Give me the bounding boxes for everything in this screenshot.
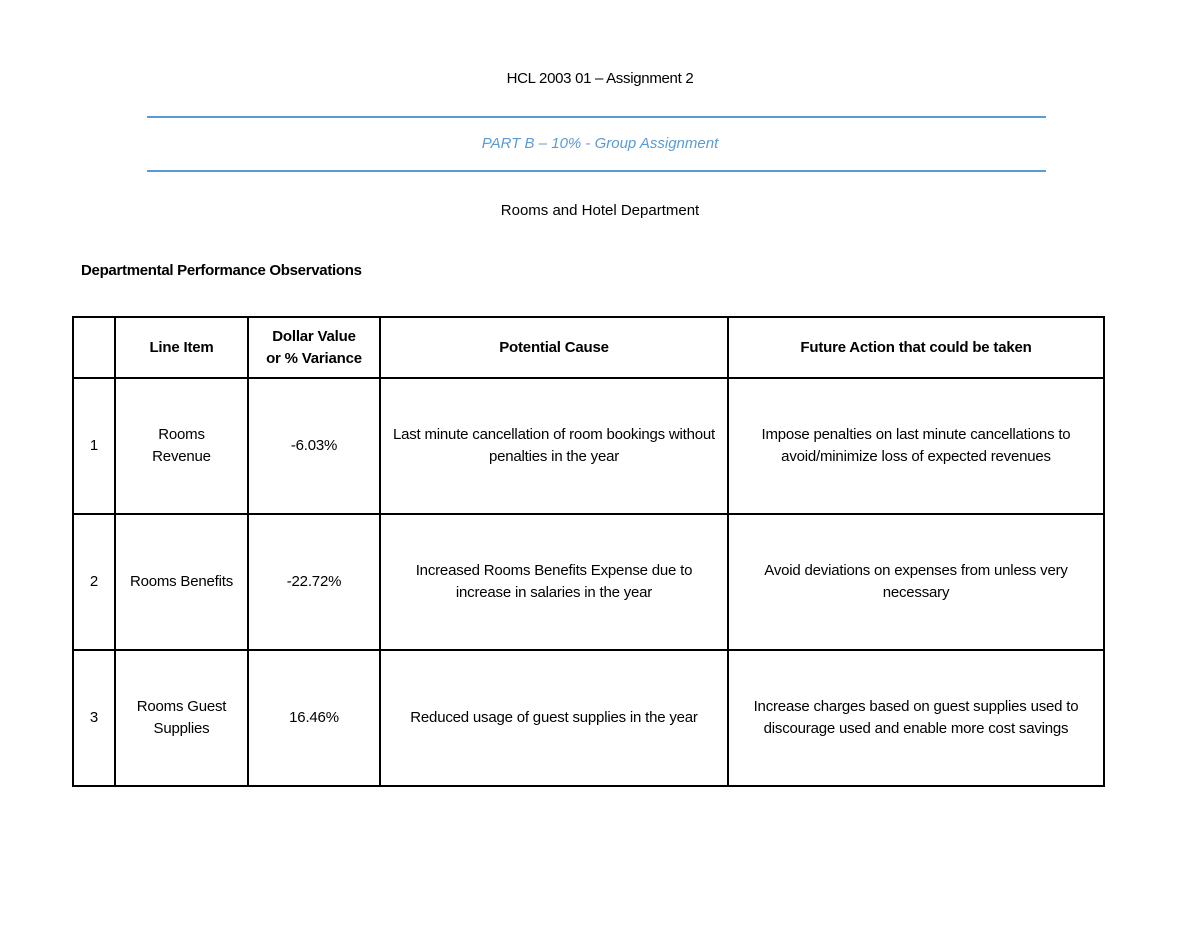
row-cause: Increased Rooms Benefits Expense due to increase in salaries in the year xyxy=(380,514,728,650)
table-row xyxy=(73,514,1104,650)
row-value: 16.46% xyxy=(248,650,380,786)
document-title: HCL 2003 01 – Assignment 2 xyxy=(506,70,694,87)
table-header-row xyxy=(73,317,1104,378)
row-value: -6.03% xyxy=(248,378,380,514)
header-value-line2: or % Variance xyxy=(266,349,362,367)
table-row xyxy=(73,378,1104,514)
header-number xyxy=(73,317,115,378)
row-number: 2 xyxy=(73,514,115,650)
section-heading: Departmental Performance Observations xyxy=(81,262,362,279)
row-line-item: Rooms Benefits xyxy=(115,514,248,650)
department-heading: Rooms and Hotel Department xyxy=(500,202,700,219)
header-cause: Potential Cause xyxy=(380,317,728,378)
row-cause: Reduced usage of guest supplies in the year xyxy=(380,650,728,786)
document-subtitle: PART B – 10% - Group Assignment xyxy=(481,135,719,152)
performance-table xyxy=(72,316,1105,787)
table-row xyxy=(73,650,1104,786)
row-number: 3 xyxy=(73,650,115,786)
header-line-item: Line Item xyxy=(115,317,248,378)
row-action: Impose penalties on last minute cancellations to avoid/minimize loss of expected revenues xyxy=(728,378,1104,514)
row-cause: Last minute cancellation of room bookings without penalties in the year xyxy=(380,378,728,514)
row-number: 1 xyxy=(73,378,115,514)
header-value xyxy=(248,317,380,378)
header-value-line1: Dollar Value xyxy=(272,327,356,345)
row-action: Increase charges based on guest supplies used to discourage used and enable more cost savings xyxy=(728,650,1104,786)
row-line-item: Rooms Revenue xyxy=(115,378,248,514)
row-line-item: Rooms Guest Supplies xyxy=(115,650,248,786)
row-value: -22.72% xyxy=(248,514,380,650)
row-action: Avoid deviations on expenses from unless very necessary xyxy=(728,514,1104,650)
header-action: Future Action that could be taken xyxy=(728,317,1104,378)
title-bottom-rule xyxy=(147,170,1046,172)
title-top-rule xyxy=(147,116,1046,118)
